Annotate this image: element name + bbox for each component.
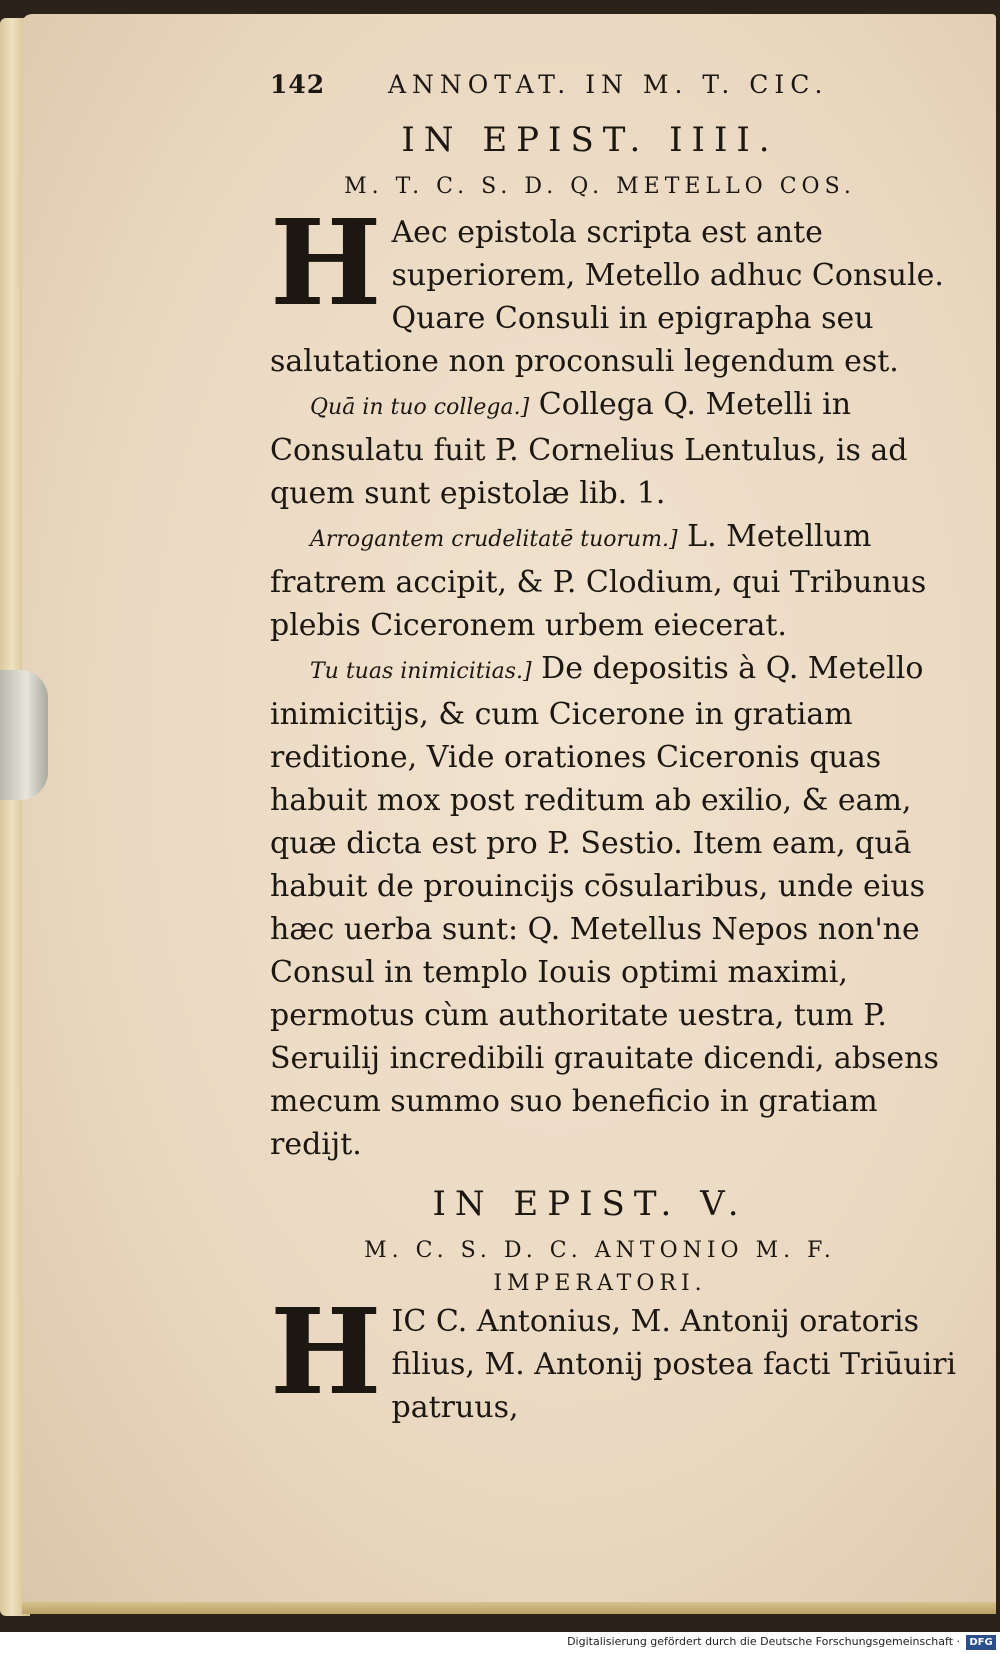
footer-credit: Digitalisierung gefördert durch die Deutsche Forschungsgemeinschaft · <box>567 1635 960 1648</box>
epistle-4-paragraph-4 <box>270 647 970 1166</box>
dfg-logo: DFG <box>966 1635 996 1650</box>
paragraph-text: De depositis à Q. Metello inimicitijs, & cum Cicerone in gratiam reditione, Vide orationes Ciceronis quas habuit mox post reditum ab exilio, & eam, quæ dicta est pro P. Sestio. Item eam, quā habuit de prouincijs cōsularibus, unde eius hæc uerba sunt: Q. Metellus Nepos non'ne Consul in templo Iouis optimi maximi, permotus cùm authoritate uestra, tum P. Seruilij incredibili grauitate dicendi, absens mecum summo suo beneficio in gratiam redijt. <box>270 651 939 1162</box>
lemma: Quā in tuo collega.] <box>310 395 530 420</box>
epistle-5-title: IN EPIST. V. <box>432 1184 748 1224</box>
page-number: 142 <box>270 70 326 99</box>
epistle-4-paragraph-3 <box>270 515 970 647</box>
lemma: Arrogantem crudelitatē tuorum.] <box>310 527 678 552</box>
dropcap-h: H <box>270 193 382 332</box>
running-head <box>270 70 970 110</box>
epistle-4-address: M. T. C. S. D. Q. METELLO COS. <box>344 174 856 199</box>
epistle-5-address-line-1: M. C. S. D. C. ANTONIO M. F. <box>364 1238 836 1263</box>
epistle-4-paragraph-2 <box>270 383 970 515</box>
book-clasp <box>0 670 48 800</box>
epistle-5-address-line-2: IMPERATORI. <box>493 1271 707 1296</box>
lemma: Tu tuas inimicitias.] <box>310 659 532 684</box>
paragraph-text: IC C. Antonius, M. Antonij oratoris filius, M. Antonij postea facti Triūuiri patruus, <box>391 1304 957 1425</box>
paragraph-text: Aec epistola scripta est ante superiorem, Metello adhuc Consule. Quare Consuli in epigrapha seu salutatione non proconsuli legendum est. <box>270 215 944 379</box>
epistle-4-title: IN EPIST. IIII. <box>401 120 779 160</box>
page-text-block <box>270 70 970 1429</box>
paragraph-text: L. Metellum fratrem accipit, & P. Clodium, qui Tribunus plebis Ciceronem urbem eiecerat. <box>270 519 927 643</box>
dropcap-h: H <box>270 1282 382 1421</box>
epistle-4-paragraph-1 <box>270 193 970 383</box>
digitization-footer <box>0 1632 1000 1654</box>
page-bottom-edge <box>22 1602 996 1614</box>
paragraph-text: Collega Q. Metelli in Consulatu fuit P. Cornelius Lentulus, is ad quem sunt epistolæ lib. 1. <box>270 387 908 511</box>
running-head-title: ANNOTAT. IN M. T. CIC. <box>388 70 829 99</box>
